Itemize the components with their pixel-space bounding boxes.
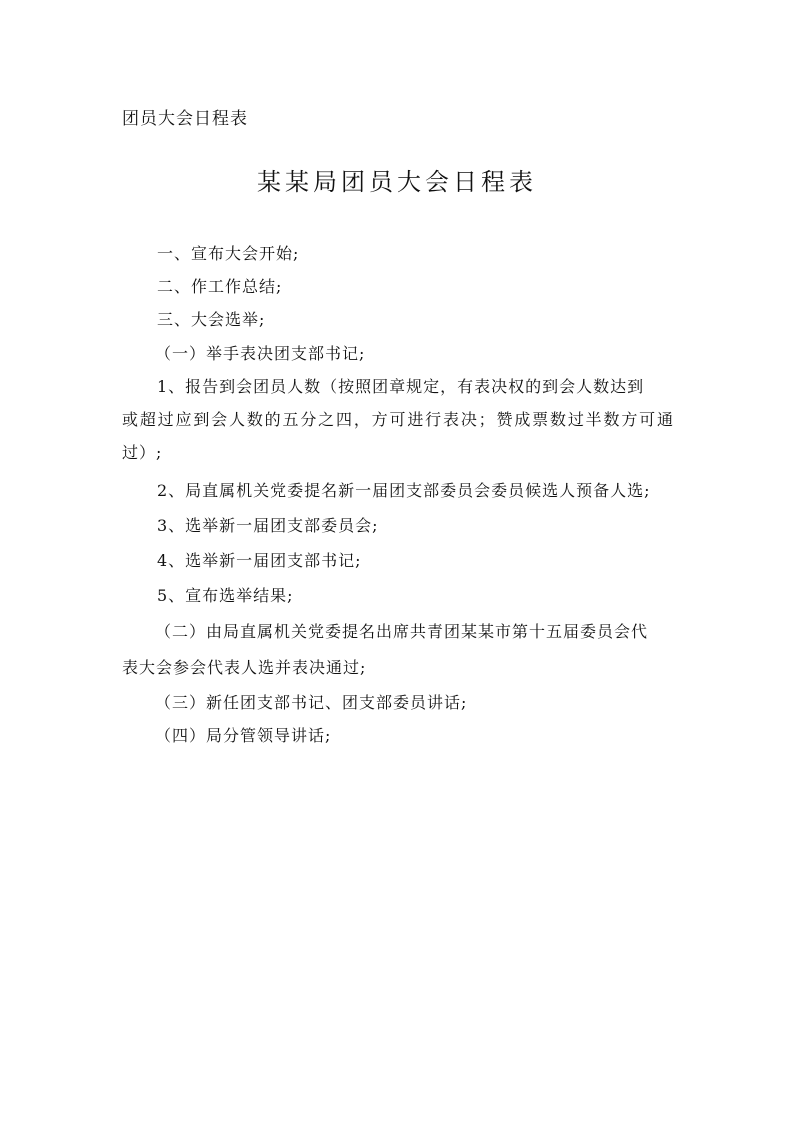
agenda-step-1-line-2: 或超过应到会人数的五分之四，方可进行表决；赞成票数过半数方可通 [122, 410, 674, 429]
agenda-step-5: 5、宣布选举结果; [157, 586, 294, 605]
document-title: 某某局团员大会日程表 [257, 168, 537, 196]
agenda-subitem-2-line-1: （二）由局直属机关党委提名出席共青团某某市第十五届委员会代 [155, 622, 649, 641]
agenda-subitem-3: （三）新任团支部书记、团支部委员讲话; [155, 693, 468, 712]
agenda-step-1-line-1: 1、报告到会团员人数（按照团章规定，有表决权的到会人数达到 [157, 377, 645, 396]
agenda-step-2: 2、局直属机关党委提名新一届团支部委员会委员候选人预备人选; [157, 481, 651, 500]
agenda-step-3: 3、选举新一届团支部委员会; [157, 516, 379, 535]
agenda-step-1-line-3: 过）; [122, 443, 163, 462]
header-title: 团员大会日程表 [122, 109, 248, 129]
agenda-subitem-2-line-2: 表大会参会代表人选并表决通过; [122, 658, 367, 677]
agenda-step-4: 4、选举新一届团支部书记; [157, 551, 362, 570]
agenda-item-3: 三、大会选举; [157, 310, 266, 329]
agenda-subitem-1: （一）举手表决团支部书记; [155, 344, 366, 363]
agenda-subitem-4: （四）局分管领导讲话; [155, 726, 332, 745]
agenda-item-2: 二、作工作总结; [157, 277, 283, 296]
agenda-item-1: 一、宣布大会开始; [157, 244, 300, 263]
